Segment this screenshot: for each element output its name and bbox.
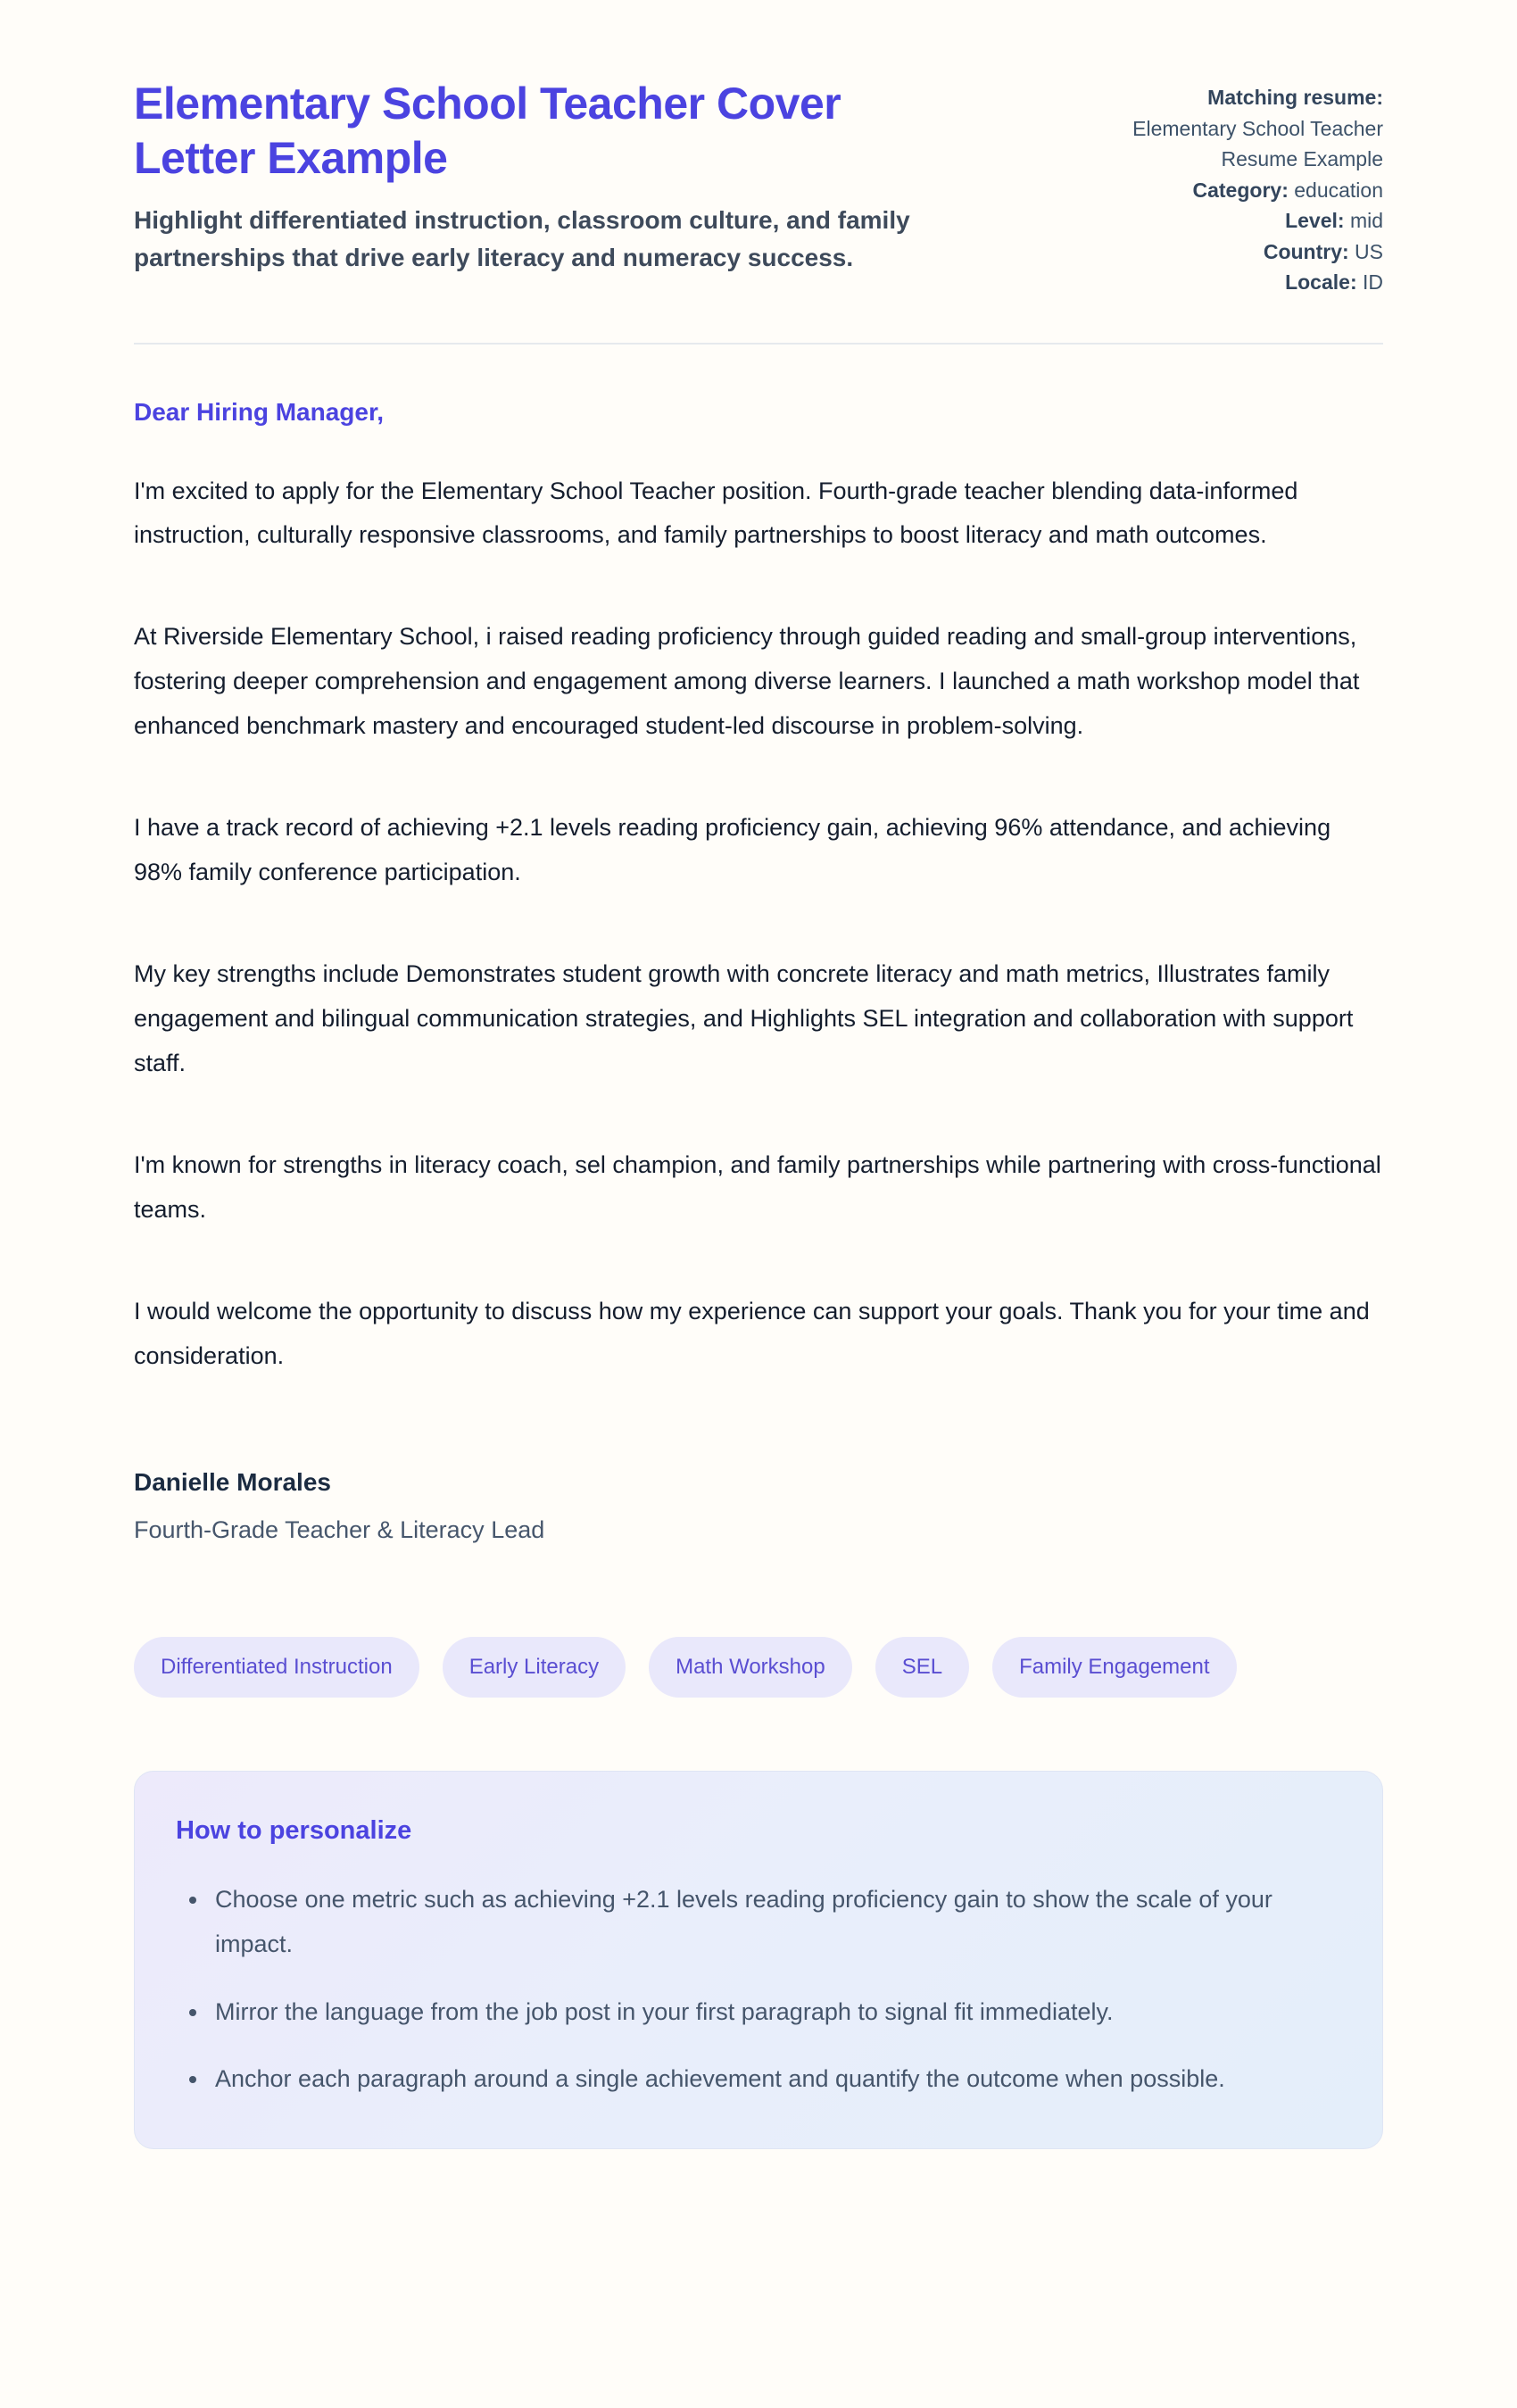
meta-label-level: Level: bbox=[1285, 209, 1345, 232]
signature-title: Fourth-Grade Teacher & Literacy Lead bbox=[134, 1515, 545, 1543]
meta-row-level bbox=[1124, 205, 1383, 237]
callout-bullet-list bbox=[176, 1878, 1341, 2103]
meta-label-locale: Locale: bbox=[1285, 270, 1357, 294]
tag-list bbox=[134, 1637, 1383, 1698]
meta-row-country bbox=[1124, 237, 1383, 268]
letter-paragraph-1: I'm excited to apply for the Elementary School Teacher position. Fourth-grade teacher blending data-informed instruction, culturally responsive classrooms, and family partnerships to boost literacy and math outcomes. bbox=[134, 477, 1298, 549]
tag-chip-early-literacy[interactable]: Early Literacy bbox=[443, 1637, 626, 1698]
cover-letter bbox=[134, 398, 1383, 1544]
meta-panel bbox=[1124, 82, 1383, 298]
meta-row-category bbox=[1124, 175, 1383, 206]
signature-name: Danielle Morales bbox=[134, 1467, 331, 1496]
callout-bullet-1: • Choose one metric such as achieving +2.1 levels reading proficiency gain to show the scale of your impact. bbox=[210, 1878, 1341, 1967]
meta-label-category: Category: bbox=[1192, 178, 1289, 202]
callout-bullet-2: • Mirror the language from the job post in your first paragraph to signal fit immediately. bbox=[210, 1990, 1341, 2035]
tag-chip-sel[interactable]: SEL bbox=[875, 1637, 969, 1698]
callout-title: How to personalize bbox=[176, 1815, 412, 1845]
header-title-block bbox=[134, 77, 991, 277]
meta-label-country: Country: bbox=[1263, 239, 1349, 263]
letter-paragraph-2: At Riverside Elementary School, i raised reading proficiency through guided reading and small-group interventions, fostering deeper comprehension and engagement among diverse learners. I launched a math workshop model that enhanced benchmark mastery and encouraged student-led discourse in problem-solving. bbox=[134, 623, 1360, 740]
page-content bbox=[134, 0, 1383, 2149]
meta-value-country: US bbox=[1355, 239, 1383, 263]
header bbox=[134, 77, 1383, 298]
letter-paragraph-4: My key strengths include Demonstrates student growth with concrete literacy and math metrics, Illustrates family engagement and bilingual communication strategies, and Highlights SEL integration and collaboration with support staff. bbox=[134, 960, 1354, 1076]
callout-bullet-3: • Anchor each paragraph around a single achievement and quantify the outcome when possible. bbox=[210, 2057, 1341, 2102]
meta-value-level: mid bbox=[1349, 209, 1383, 232]
letter-paragraph-5: I'm known for strengths in literacy coach, sel champion, and family partnerships while partnering with cross-functional teams. bbox=[134, 1150, 1381, 1223]
meta-value-category: education bbox=[1294, 178, 1383, 202]
tag-chip-family-engagement[interactable]: Family Engagement bbox=[992, 1637, 1236, 1698]
page-title: Elementary School Teacher Cover Letter Example bbox=[134, 79, 841, 183]
letter-paragraph-6: I would welcome the opportunity to discuss how my experience can support your goals. Thank you for your time and consideration. bbox=[134, 1297, 1370, 1369]
greeting: Dear Hiring Manager, bbox=[134, 397, 385, 426]
meta-row-matching-resume bbox=[1124, 82, 1383, 175]
tag-chip-math-workshop[interactable]: Math Workshop bbox=[649, 1637, 852, 1698]
divider bbox=[134, 343, 1383, 345]
meta-value-locale: ID bbox=[1363, 270, 1383, 294]
letter-paragraph-3: I have a track record of achieving +2.1 levels reading proficiency gain, achieving 96% attendance, and achieving 98% family conference participation. bbox=[134, 814, 1331, 886]
tag-chip-differentiated-instruction[interactable]: Differentiated Instruction bbox=[134, 1637, 419, 1698]
meta-label-matching-resume: Matching resume: bbox=[1207, 86, 1383, 109]
matching-resume-link[interactable]: Elementary School Teacher Resume Example bbox=[1132, 116, 1383, 170]
how-to-personalize-card bbox=[134, 1771, 1383, 2150]
page-subtitle: Highlight differentiated instruction, classroom culture, and family partnerships that drive early literacy and numeracy success. bbox=[134, 206, 910, 271]
meta-row-locale bbox=[1124, 267, 1383, 298]
